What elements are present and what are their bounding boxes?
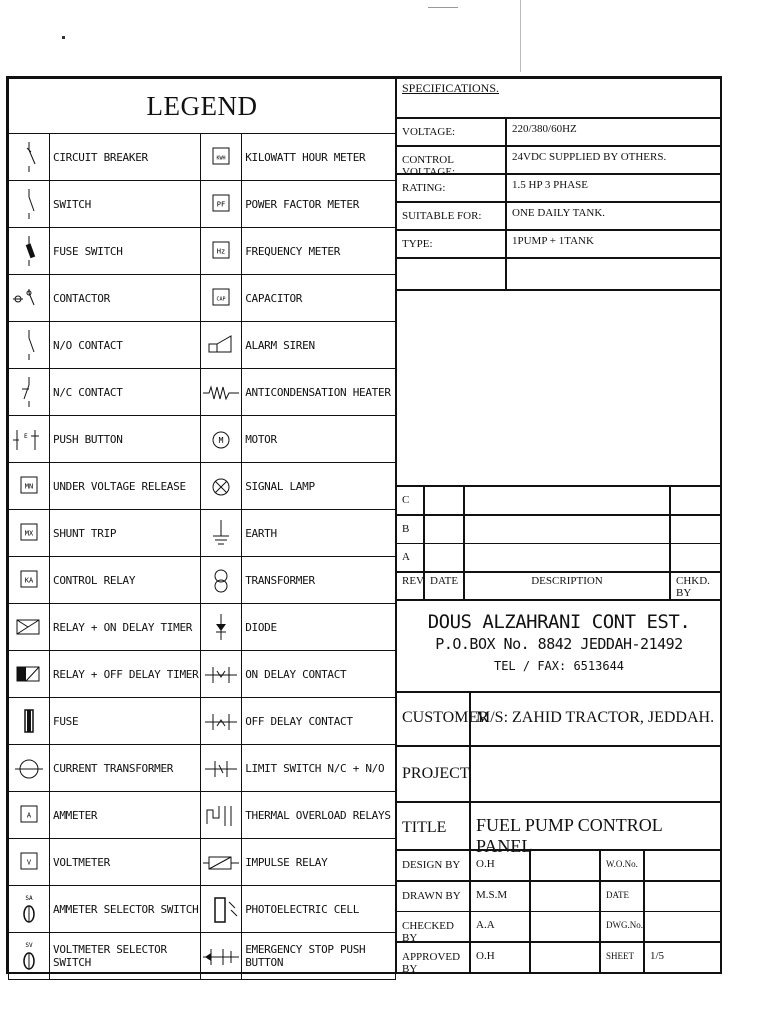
legend-row — [9, 839, 396, 886]
legend-symbol-cell — [9, 275, 50, 322]
alarm-siren-icon — [201, 328, 241, 362]
legend-symbol-cell — [9, 792, 50, 839]
signoff-label: DESIGN BY — [396, 850, 470, 881]
motor-icon — [201, 422, 241, 456]
legend-label: ALARM SIREN — [242, 322, 396, 369]
icon-box-text: MN — [24, 482, 34, 491]
legend-symbol-cell — [201, 275, 242, 322]
rev-date — [424, 486, 464, 515]
icon-box-text: Hz — [217, 247, 226, 256]
spec-key: TYPE: — [396, 230, 506, 258]
signoff-value: O.H — [470, 942, 530, 973]
company-tel: TEL / FAX: 6513644 — [493, 659, 625, 673]
notes-area — [396, 290, 722, 486]
control-relay-icon — [9, 563, 49, 597]
legend-label: VOLTMETER SELECTOR SWITCH — [50, 933, 201, 980]
legend-symbol-cell — [201, 604, 242, 651]
signoff-field-value — [644, 881, 722, 912]
signoff-field-value: 1/5 — [644, 942, 722, 973]
legend-symbol-cell — [201, 228, 242, 275]
legend-symbol-cell — [201, 651, 242, 698]
legend-table — [8, 78, 396, 980]
rev-letter: B — [396, 515, 424, 544]
legend-row — [9, 933, 396, 980]
icon-box-text: KA — [24, 576, 34, 585]
rev-description — [464, 543, 670, 572]
nc-contact-icon — [9, 375, 49, 409]
legend-label: FUSE SWITCH — [50, 228, 201, 275]
rev-header-description: DESCRIPTION — [464, 572, 670, 600]
legend-symbol-cell — [9, 463, 50, 510]
legend-label: RELAY + OFF DELAY TIMER — [50, 651, 201, 698]
legend-label: FREQUENCY METER — [242, 228, 396, 275]
diode-icon — [201, 610, 241, 644]
signoff-blank — [530, 881, 600, 912]
heater-icon — [201, 375, 241, 409]
scan-speck — [62, 36, 65, 39]
spec-value: 1PUMP + 1TANK — [506, 230, 722, 258]
impulse-relay-icon — [201, 845, 241, 879]
legend-symbol-cell — [201, 933, 242, 980]
legend-symbol-cell — [201, 463, 242, 510]
legend-label: TRANSFORMER — [242, 557, 396, 604]
legend-row — [9, 228, 396, 275]
legend-label: IMPULSE RELAY — [242, 839, 396, 886]
signal-lamp-icon — [201, 469, 241, 503]
legend-label: SWITCH — [50, 181, 201, 228]
spec-value: 220/380/60HZ — [506, 118, 722, 146]
legend-row — [9, 510, 396, 557]
customer-label: CUSTOMER — [396, 692, 470, 746]
legend-symbol-cell — [9, 228, 50, 275]
company-name: DOUS ALZAHRANI CONT EST. — [427, 611, 691, 633]
legend-symbol-cell — [9, 416, 50, 463]
rev-header-checked: CHKD. BY — [670, 572, 722, 600]
current-transformer-icon — [9, 751, 49, 785]
icon-box-text: MX — [24, 529, 34, 538]
icon-box-text: KWH — [216, 155, 226, 162]
signoff-label: CHECKED BY — [396, 911, 470, 942]
legend-label: SIGNAL LAMP — [242, 463, 396, 510]
legend-label: POWER FACTOR METER — [242, 181, 396, 228]
svg-text:E: E — [24, 433, 28, 440]
signoff-label: APPROVED BY — [396, 942, 470, 973]
signoff-blank — [530, 850, 600, 881]
legend-label: EMERGENCY STOP PUSH BUTTON — [242, 933, 396, 980]
rev-checked — [670, 543, 722, 572]
spec-value: 24VDC SUPPLIED BY OTHERS. — [506, 146, 722, 174]
legend-row — [9, 134, 396, 181]
legend-symbol-cell — [9, 933, 50, 980]
legend-symbol-cell — [201, 745, 242, 792]
legend-symbol-cell — [9, 134, 50, 181]
contactor-icon — [9, 281, 49, 315]
specs-title: SPECIFICATIONS. — [402, 81, 500, 95]
legend-row — [9, 369, 396, 416]
icon-box-text: V — [26, 858, 32, 867]
svg-text:SV: SV — [25, 942, 33, 949]
legend-symbol-cell — [9, 181, 50, 228]
legend-label: EARTH — [242, 510, 396, 557]
thermal-overload-icon — [201, 798, 241, 832]
company-block — [396, 600, 722, 692]
rev-checked — [670, 486, 722, 515]
rev-description — [464, 515, 670, 544]
legend-label: VOLTMETER — [50, 839, 201, 886]
legend-symbol-cell — [201, 369, 242, 416]
legend-label: RELAY + ON DELAY TIMER — [50, 604, 201, 651]
fuse-switch-icon — [9, 234, 49, 268]
under-voltage-release-icon — [9, 469, 49, 503]
legend-label: CURRENT TRANSFORMER — [50, 745, 201, 792]
circuit-breaker-icon — [9, 140, 49, 174]
spec-key: SUITABLE FOR: — [396, 202, 506, 230]
legend-symbol-cell — [201, 557, 242, 604]
signoff-field-label: W.O.No. — [600, 850, 644, 881]
legend-symbol-cell — [9, 369, 50, 416]
spec-value: 1.5 HP 3 PHASE — [506, 174, 722, 202]
legend-label: N/O CONTACT — [50, 322, 201, 369]
rev-letter: C — [396, 486, 424, 515]
on-delay-contact-icon — [201, 657, 241, 691]
fuse-icon — [9, 704, 49, 738]
spec-value-empty — [506, 258, 722, 290]
rev-letter: A — [396, 543, 424, 572]
legend-row — [9, 463, 396, 510]
legend-label: MOTOR — [242, 416, 396, 463]
legend-label: UNDER VOLTAGE RELEASE — [50, 463, 201, 510]
spec-value: ONE DAILY TANK. — [506, 202, 722, 230]
rev-header-date: DATE — [424, 572, 464, 600]
legend-symbol-cell — [201, 510, 242, 557]
icon-box-text: A — [26, 811, 32, 820]
legend-row — [9, 886, 396, 933]
no-contact-icon — [9, 328, 49, 362]
legend-symbol-cell — [201, 792, 242, 839]
voltmeter-icon — [9, 845, 49, 879]
legend-symbol-cell — [201, 698, 242, 745]
signoff-field-value — [644, 850, 722, 881]
push-button-icon — [9, 422, 49, 456]
legend-label: SHUNT TRIP — [50, 510, 201, 557]
signoff-label: DRAWN BY — [396, 881, 470, 912]
legend-row — [9, 745, 396, 792]
switch-icon — [9, 187, 49, 221]
legend-label: PUSH BUTTON — [50, 416, 201, 463]
legend-label: CIRCUIT BREAKER — [50, 134, 201, 181]
spec-key-empty — [396, 258, 506, 290]
legend-symbol-cell — [9, 557, 50, 604]
kwh-meter-icon — [201, 140, 241, 174]
icon-box-text: CAP — [216, 296, 226, 303]
legend-label: AMMETER — [50, 792, 201, 839]
project-value — [470, 746, 722, 802]
signoff-value: O.H — [470, 850, 530, 881]
earth-icon — [201, 516, 241, 550]
signoff-field-label: DWG.No. — [600, 911, 644, 942]
ammeter-selector-switch-icon — [9, 892, 49, 926]
limit-switch-icon — [201, 751, 241, 785]
on-delay-timer-icon — [9, 610, 49, 644]
title-value: FUEL PUMP CONTROL PANEL — [470, 802, 722, 850]
legend-symbol-cell — [201, 416, 242, 463]
specs-header — [396, 78, 722, 118]
rev-header-rev: REV. — [396, 572, 424, 600]
legend-symbol-cell — [201, 839, 242, 886]
legend-title: LEGEND — [9, 79, 396, 134]
scan-speck — [428, 7, 458, 8]
scan-fold-line — [520, 0, 521, 72]
legend-symbol-cell — [201, 181, 242, 228]
legend-row — [9, 275, 396, 322]
legend-symbol-cell — [9, 745, 50, 792]
signoff-value: A.A — [470, 911, 530, 942]
legend-symbol-cell — [9, 698, 50, 745]
legend-label: N/C CONTACT — [50, 369, 201, 416]
legend-row — [9, 792, 396, 839]
project-label: PROJECT — [396, 746, 470, 802]
signoff-value: M.S.M — [470, 881, 530, 912]
customer-value: M/S: ZAHID TRACTOR, JEDDAH. — [470, 692, 722, 746]
legend-label: PHOTOELECTRIC CELL — [242, 886, 396, 933]
rev-description — [464, 486, 670, 515]
photoelectric-cell-icon — [201, 892, 241, 926]
signoff-field-label: SHEET — [600, 942, 644, 973]
legend-label: LIMIT SWITCH N/C + N/O — [242, 745, 396, 792]
rev-checked — [670, 515, 722, 544]
svg-text:M: M — [218, 436, 224, 445]
title-label: TITLE — [396, 802, 470, 850]
legend-row — [9, 651, 396, 698]
transformer-icon — [201, 563, 241, 597]
legend-symbol-cell — [9, 322, 50, 369]
legend-label: FUSE — [50, 698, 201, 745]
shunt-trip-icon — [9, 516, 49, 550]
signoff-field-value — [644, 911, 722, 942]
signoff-blank — [530, 911, 600, 942]
legend-label: CONTROL RELAY — [50, 557, 201, 604]
signoff-field-label: DATE — [600, 881, 644, 912]
emergency-stop-icon — [201, 939, 241, 973]
pf-meter-icon — [201, 187, 241, 221]
legend-symbol-cell — [9, 886, 50, 933]
legend-row — [9, 322, 396, 369]
legend-label: DIODE — [242, 604, 396, 651]
company-pobox: P.O.BOX No. 8842 JEDDAH-21492 — [435, 635, 683, 653]
legend-symbol-cell — [201, 134, 242, 181]
off-delay-contact-icon — [201, 704, 241, 738]
legend-symbol-cell — [9, 839, 50, 886]
spec-key: VOLTAGE: — [396, 118, 506, 146]
legend-symbol-cell — [201, 322, 242, 369]
legend-row — [9, 416, 396, 463]
legend-label: CAPACITOR — [242, 275, 396, 322]
legend-label: ON DELAY CONTACT — [242, 651, 396, 698]
legend-label: AMMETER SELECTOR SWITCH — [50, 886, 201, 933]
legend-row — [9, 604, 396, 651]
spec-key: CONTROL VOLTAGE: — [396, 146, 506, 174]
frequency-meter-icon — [201, 234, 241, 268]
spec-key: RATING: — [396, 174, 506, 202]
svg-text:SA: SA — [25, 895, 33, 902]
legend-symbol-cell — [9, 651, 50, 698]
ammeter-icon — [9, 798, 49, 832]
voltmeter-selector-switch-icon — [9, 939, 49, 973]
legend-row — [9, 698, 396, 745]
legend-label: THERMAL OVERLOAD RELAYS — [242, 792, 396, 839]
legend-symbol-cell — [201, 886, 242, 933]
legend-symbol-cell — [9, 510, 50, 557]
legend-label: CONTACTOR — [50, 275, 201, 322]
legend-row — [9, 557, 396, 604]
rev-date — [424, 543, 464, 572]
legend-label: OFF DELAY CONTACT — [242, 698, 396, 745]
off-delay-timer-icon — [9, 657, 49, 691]
rev-date — [424, 515, 464, 544]
legend-symbol-cell — [9, 604, 50, 651]
legend-label: ANTICONDENSATION HEATER — [242, 369, 396, 416]
icon-box-text: PF — [217, 200, 226, 209]
legend-row — [9, 181, 396, 228]
signoff-blank — [530, 942, 600, 973]
legend-label: KILOWATT HOUR METER — [242, 134, 396, 181]
capacitor-icon — [201, 281, 241, 315]
